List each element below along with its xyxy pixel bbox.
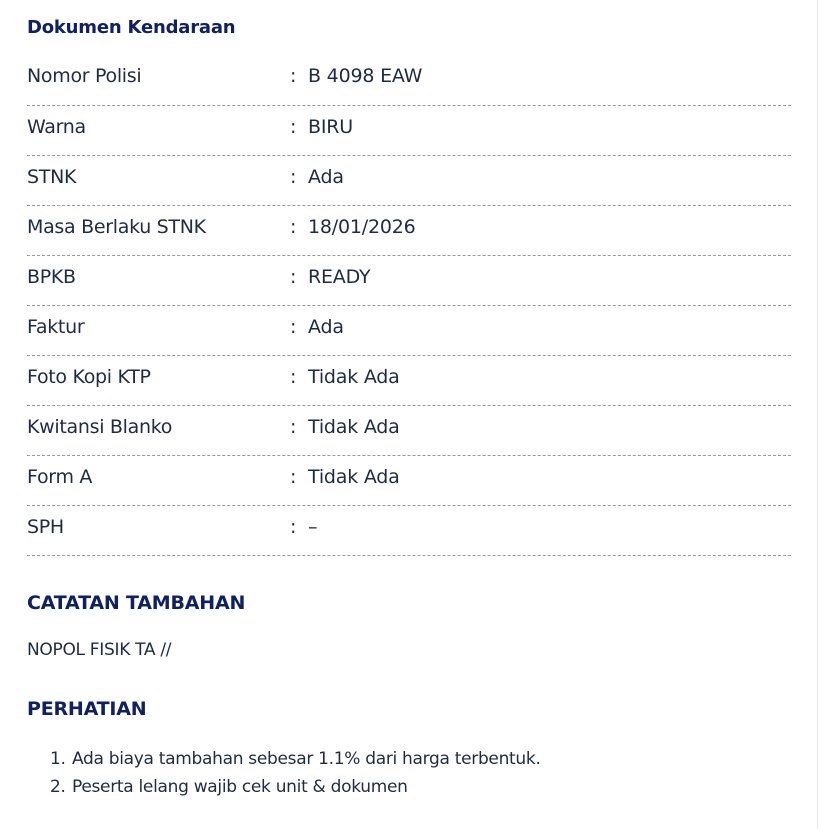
doc-separator: : (290, 466, 297, 488)
doc-label: Faktur (27, 316, 85, 338)
document-list (27, 55, 791, 556)
list-item (50, 773, 541, 801)
doc-separator: : (290, 416, 297, 438)
doc-value: Ada (308, 316, 344, 338)
doc-row-stnk (27, 156, 791, 206)
doc-separator: : (290, 166, 297, 188)
doc-label: Kwitansi Blanko (27, 416, 173, 438)
doc-label: BPKB (27, 266, 76, 288)
doc-label: SPH (27, 516, 64, 538)
list-item (50, 745, 541, 773)
doc-value: Tidak Ada (308, 366, 400, 388)
doc-label: STNK (27, 166, 77, 188)
doc-separator: : (290, 366, 297, 388)
perhatian-title: PERHATIAN (27, 698, 147, 720)
list-item-number: 2. (50, 777, 66, 797)
doc-separator: : (290, 65, 297, 87)
doc-row-sph (27, 506, 791, 556)
doc-separator: : (290, 266, 297, 288)
doc-value: Tidak Ada (308, 466, 400, 488)
list-item-text: Peserta lelang wajib cek unit & dokumen (72, 777, 408, 797)
doc-separator: : (290, 216, 297, 238)
catatan-tambahan-text: NOPOL FISIK TA // (27, 640, 172, 660)
catatan-tambahan-title: CATATAN TAMBAHAN (27, 592, 246, 614)
doc-row-form-a (27, 456, 791, 506)
doc-value: READY (308, 266, 371, 288)
doc-row-warna (27, 106, 791, 156)
doc-row-foto-kopi-ktp (27, 356, 791, 406)
doc-row-faktur (27, 306, 791, 356)
doc-row-bpkb (27, 256, 791, 306)
doc-value: – (308, 516, 318, 538)
doc-label: Nomor Polisi (27, 65, 142, 87)
doc-value: 18/01/2026 (308, 216, 416, 238)
doc-row-masa-berlaku-stnk (27, 206, 791, 256)
list-item-number: 1. (50, 749, 66, 769)
doc-separator: : (290, 116, 297, 138)
doc-row-kwitansi-blanko (27, 406, 791, 456)
dokumen-kendaraan-title: Dokumen Kendaraan (27, 17, 236, 38)
doc-label: Warna (27, 116, 86, 138)
doc-label: Foto Kopi KTP (27, 366, 151, 388)
doc-row-nomor-polisi (27, 55, 791, 106)
doc-separator: : (290, 516, 297, 538)
doc-value: BIRU (308, 116, 353, 138)
doc-separator: : (290, 316, 297, 338)
doc-value: Tidak Ada (308, 416, 400, 438)
perhatian-list (50, 745, 541, 801)
doc-label: Form A (27, 466, 93, 488)
doc-value: Ada (308, 166, 344, 188)
doc-label: Masa Berlaku STNK (27, 216, 206, 238)
doc-value: B 4098 EAW (308, 65, 423, 87)
list-item-text: Ada biaya tambahan sebesar 1.1% dari harga terbentuk. (72, 749, 541, 769)
